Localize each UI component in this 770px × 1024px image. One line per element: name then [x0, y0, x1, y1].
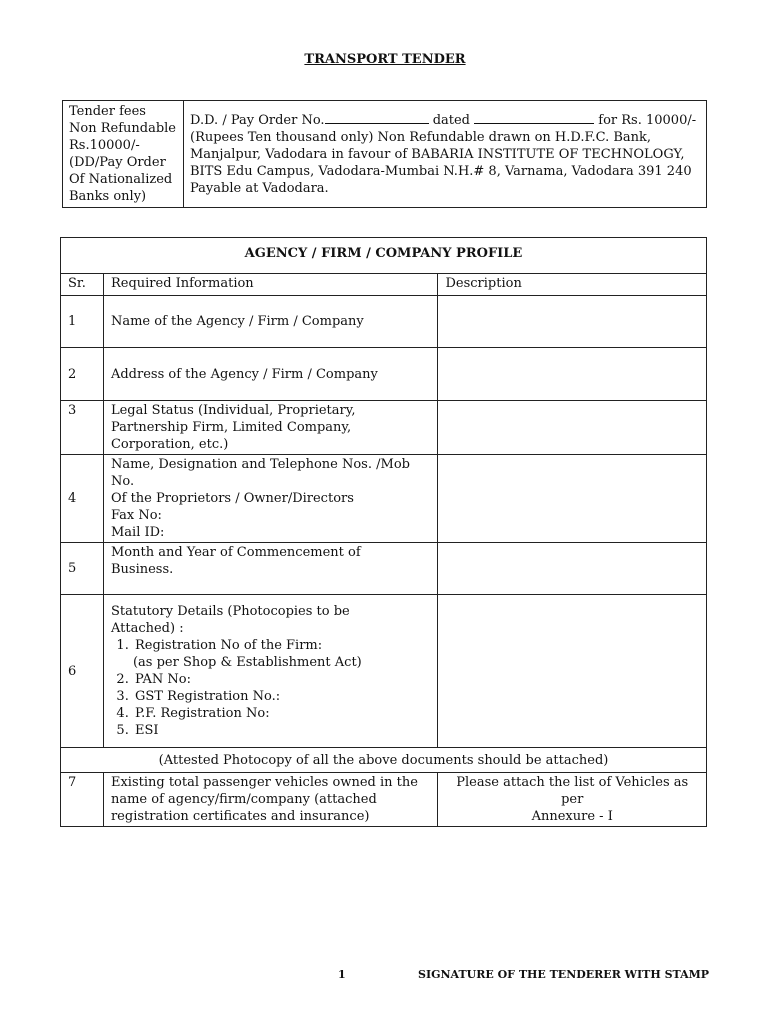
row-sr: 4 — [61, 455, 104, 543]
row-info: Statutory Details (Photocopies to be Attached) : 1. Registration No of the Firm: (as per Shop & Establishment Act) 2. PAN No: 3. GST Registration No.: 4. P.F. Registration No: 5. ESI — [103, 595, 438, 748]
row-info: Name of the Agency / Firm / Company — [103, 296, 438, 348]
signature-label: SIGNATURE OF THE TENDERER WITH STAMP — [418, 968, 710, 981]
dd-date-blank[interactable] — [474, 111, 594, 124]
agency-profile-table — [60, 237, 707, 827]
table-header-row — [61, 274, 707, 296]
column-header-sr: Sr. — [61, 274, 104, 296]
row-info: Name, Designation and Telephone Nos. /Mob No. Of the Proprietors / Owner/Directors Fax No: Mail ID: — [103, 455, 438, 543]
tender-fees-table — [62, 100, 707, 208]
tender-fees-description: D.D. / Pay Order No. dated for Rs. 10000/- (Rupees Ten thousand only) Non Refundable drawn on H.D.F.C. Bank, Manjalpur, Vadodara in favour of BABARIA INSTITUTE OF TECHNOLOGY, BITS Edu Campus, Vadodara-Mumbai N.H.# 8, Varnama, Vadodara 391 240 Payable at Vadodara. — [184, 101, 707, 208]
table-row — [61, 773, 707, 827]
attested-note: (Attested Photocopy of all the above documents should be attached) — [61, 748, 707, 773]
row-sr: 1 — [61, 296, 104, 348]
table-row — [61, 401, 707, 455]
row-description-field[interactable] — [438, 348, 707, 401]
column-header-description: Description — [438, 274, 707, 296]
table-row — [61, 455, 707, 543]
row-sr: 5 — [61, 543, 104, 595]
list-item: 5. ESI — [133, 722, 431, 739]
row-description-field[interactable] — [438, 543, 707, 595]
row-sr: 6 — [61, 595, 104, 748]
row-description-field[interactable] — [438, 455, 707, 543]
statutory-details-list — [111, 637, 431, 654]
row-description: Please attach the list of Vehicles as per Annexure - I — [438, 773, 707, 827]
table-row — [61, 543, 707, 595]
row-info: Address of the Agency / Firm / Company — [103, 348, 438, 401]
list-item: 3. GST Registration No.: — [133, 688, 431, 705]
profile-heading: AGENCY / FIRM / COMPANY PROFILE — [61, 238, 707, 274]
statutory-details-list — [111, 671, 431, 739]
table-row — [61, 595, 707, 748]
row-sr: 3 — [61, 401, 104, 455]
row-sr: 7 — [61, 773, 104, 827]
list-item: 1. Registration No of the Firm: — [133, 637, 431, 654]
row-sr: 2 — [61, 348, 104, 401]
page-number: 1 — [338, 968, 346, 981]
list-item: 2. PAN No: — [133, 671, 431, 688]
row-info: Existing total passenger vehicles owned in the name of agency/firm/company (attached registration certificates and insurance) — [103, 773, 438, 827]
list-item: 4. P.F. Registration No: — [133, 705, 431, 722]
table-row — [61, 348, 707, 401]
column-header-required-info: Required Information — [103, 274, 438, 296]
dd-number-blank[interactable] — [325, 111, 429, 124]
page-title: TRANSPORT TENDER — [304, 52, 466, 67]
row-info: Month and Year of Commencement of Business. — [103, 543, 438, 595]
row-description-field[interactable] — [438, 595, 707, 748]
tender-fees-label: Tender fees Non Refundable Rs.10000/- (DD/Pay Order Of Nationalized Banks only) — [63, 101, 184, 208]
row-description-field[interactable] — [438, 401, 707, 455]
row-description-field[interactable] — [438, 296, 707, 348]
row-info: Legal Status (Individual, Proprietary, Partnership Firm, Limited Company, Corporation, etc.) — [103, 401, 438, 455]
table-row — [61, 296, 707, 348]
